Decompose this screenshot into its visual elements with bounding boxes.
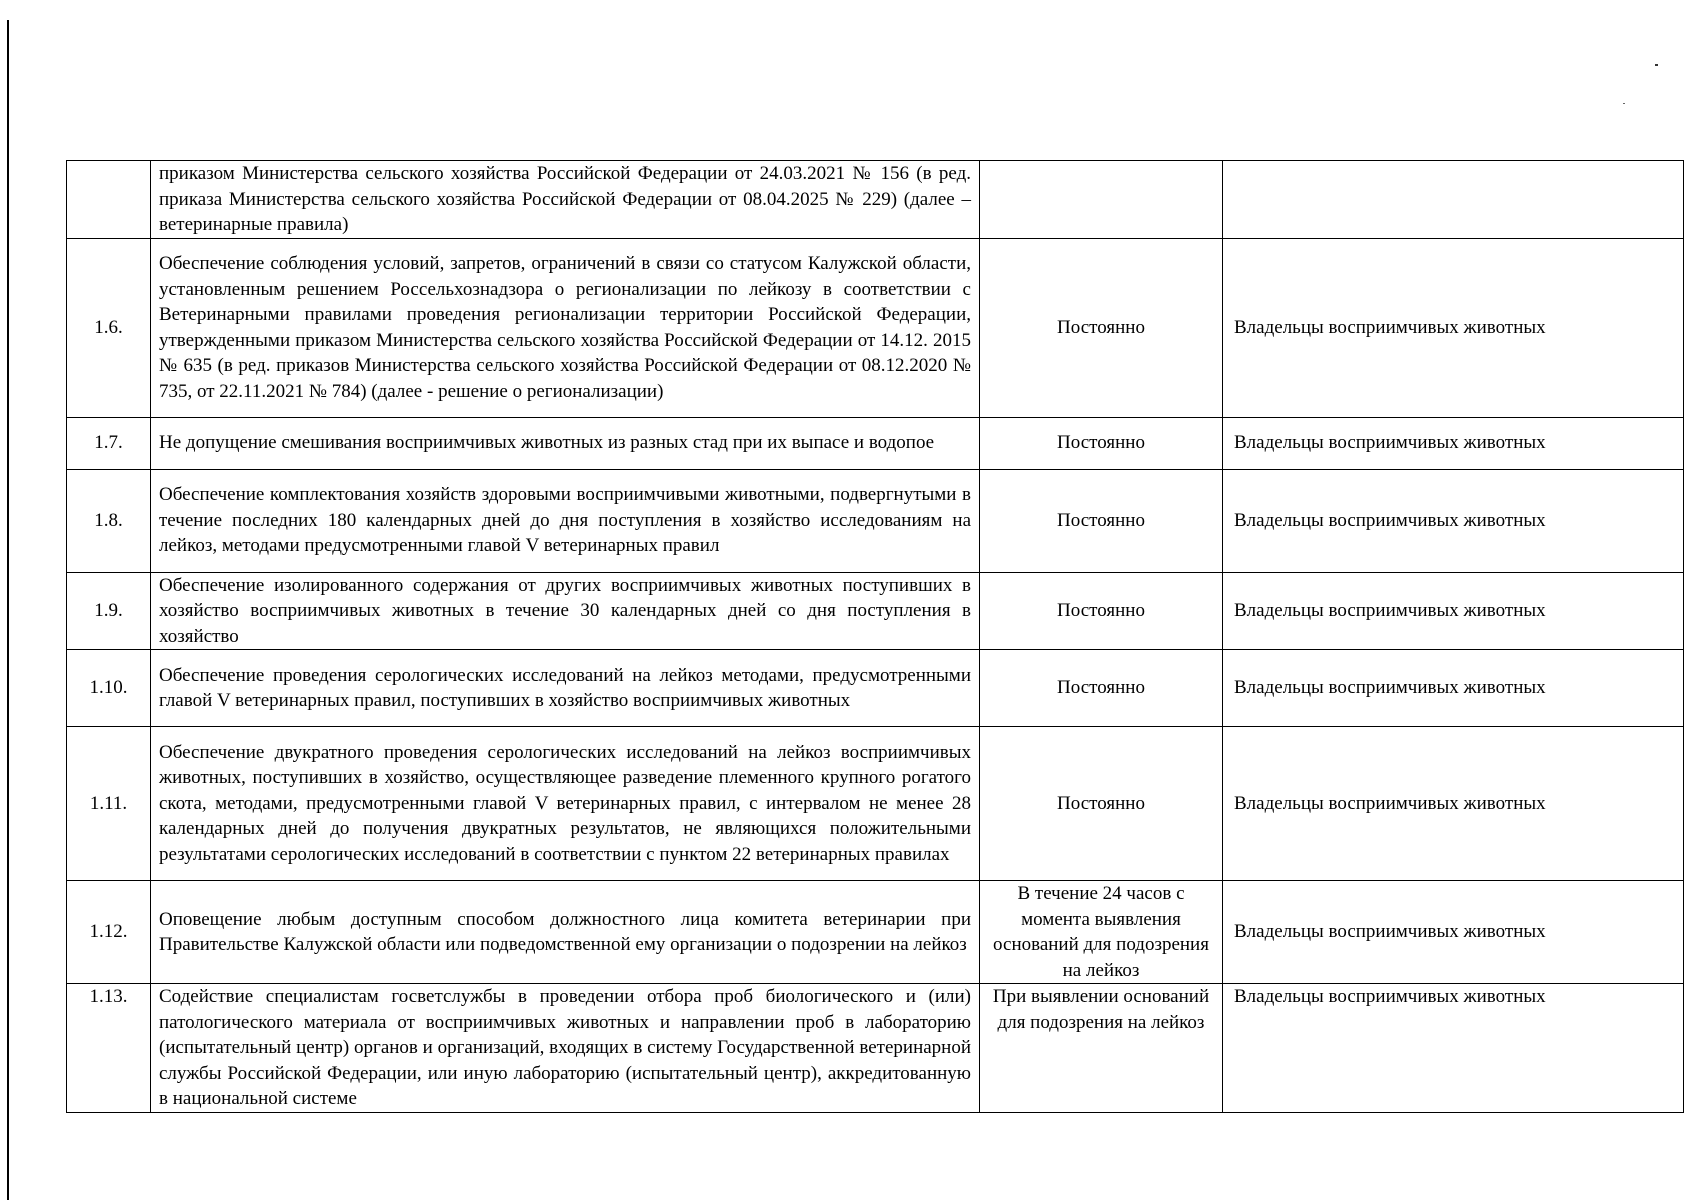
page-binding-line [7,20,9,1200]
row-responsible: Владельцы восприимчивых животных [1223,417,1684,469]
row-responsible: Владельцы восприимчивых животных [1223,572,1684,650]
row-responsible: Владельцы восприимчивых животных [1223,984,1684,1113]
row-measure-text: Обеспечение комплектования хозяйств здоровыми восприимчивыми животными, подвергнутыми в течение последних 180 календарных дней до дня поступления в хозяйство исследованиям на лейкоз, методами предусмотренными главой V ветеринарных правил [151,469,980,572]
row-measure-text: Оповещение любым доступным способом должностного лица комитета ветеринарии при Правительстве Калужской области или подведомственной ему организации о подозрении на лейкоз [151,881,980,984]
row-responsible: Владельцы восприимчивых животных [1223,650,1684,727]
row-number: 1.13. [67,984,151,1113]
table-row [67,881,1684,984]
row-measure-text: Содействие специалистам госветслужбы в проведении отбора проб биологического и (или) патологического материала от восприимчивых животных и направлении проб в лабораторию (испытательный центр) органов и организаций, входящих в систему Государственной ветеринарной службы Российской Федерации, или иную лабораторию (испытательный центр), аккредитованную в национальной системе [151,984,980,1113]
row-term: При выявлении оснований для подозрения на лейкоз [980,984,1223,1113]
scan-speck [1623,103,1625,104]
table-row [67,727,1684,881]
row-measure-text: Не допущение смешивания восприимчивых животных из разных стад при их выпасе и водопое [151,417,980,469]
row-term: Постоянно [980,417,1223,469]
table-row [67,572,1684,650]
row-measure-text: Обеспечение соблюдения условий, запретов, ограничений в связи со статусом Калужской области, установленным решением Россельхознадзора о регионализации по лейкозу в соответствии с Ветеринарными правилами проведения регионализации территории Российской Федерации, утвержденными приказом Министерства сельского хозяйства Российской Федерации от 14.12. 2015 № 635 (в ред. приказов Министерства сельского хозяйства Российской Федерации от 08.12.2020 № 735, от 22.11.2021 № 784) (далее - решение о регионализации) [151,238,980,417]
row-number: 1.8. [67,469,151,572]
row-term: Постоянно [980,650,1223,727]
row-term [980,161,1223,239]
row-responsible: Владельцы восприимчивых животных [1223,238,1684,417]
scan-speck [1655,64,1658,66]
measures-table [66,160,1684,1113]
row-number: 1.9. [67,572,151,650]
row-number [67,161,151,239]
table-row [67,984,1684,1113]
table-row [67,469,1684,572]
row-measure-text: Обеспечение проведения серологических исследований на лейкоз методами, предусмотренными главой V ветеринарных правил, поступивших в хозяйство восприимчивых животных [151,650,980,727]
row-number: 1.7. [67,417,151,469]
row-responsible: Владельцы восприимчивых животных [1223,727,1684,881]
row-number: 1.12. [67,881,151,984]
table-row [67,417,1684,469]
row-term: Постоянно [980,572,1223,650]
row-responsible: Владельцы восприимчивых животных [1223,881,1684,984]
row-term: Постоянно [980,469,1223,572]
row-measure-text: Обеспечение двукратного проведения серологических исследований на лейкоз восприимчивых животных, поступивших в хозяйство, осуществляющее разведение племенного крупного рогатого скота, методами, предусмотренными главой V ветеринарных правил, с интервалом не менее 28 календарных дней до получения двукратных результатов, не являющихся положительными результатами серологических исследований в соответствии с пунктом 22 ветеринарных правилах [151,727,980,881]
row-responsible: Владельцы восприимчивых животных [1223,469,1684,572]
row-term: Постоянно [980,238,1223,417]
row-number: 1.11. [67,727,151,881]
row-measure-text: Обеспечение изолированного содержания от других восприимчивых животных поступивших в хозяйство восприимчивых животных в течение 30 календарных дней со дня поступления в хозяйство [151,572,980,650]
row-term: Постоянно [980,727,1223,881]
row-measure-text: приказом Министерства сельского хозяйства Российской Федерации от 24.03.2021 № 156 (в ред. приказа Министерства сельского хозяйства Российской Федерации от 08.04.2025 № 229) (далее – ветеринарные правила) [151,161,980,239]
table-row [67,650,1684,727]
table-row [67,161,1684,239]
row-number: 1.10. [67,650,151,727]
row-number: 1.6. [67,238,151,417]
table-row [67,238,1684,417]
row-responsible [1223,161,1684,239]
row-term: В течение 24 часов с момента выявления оснований для подозрения на лейкоз [980,881,1223,984]
